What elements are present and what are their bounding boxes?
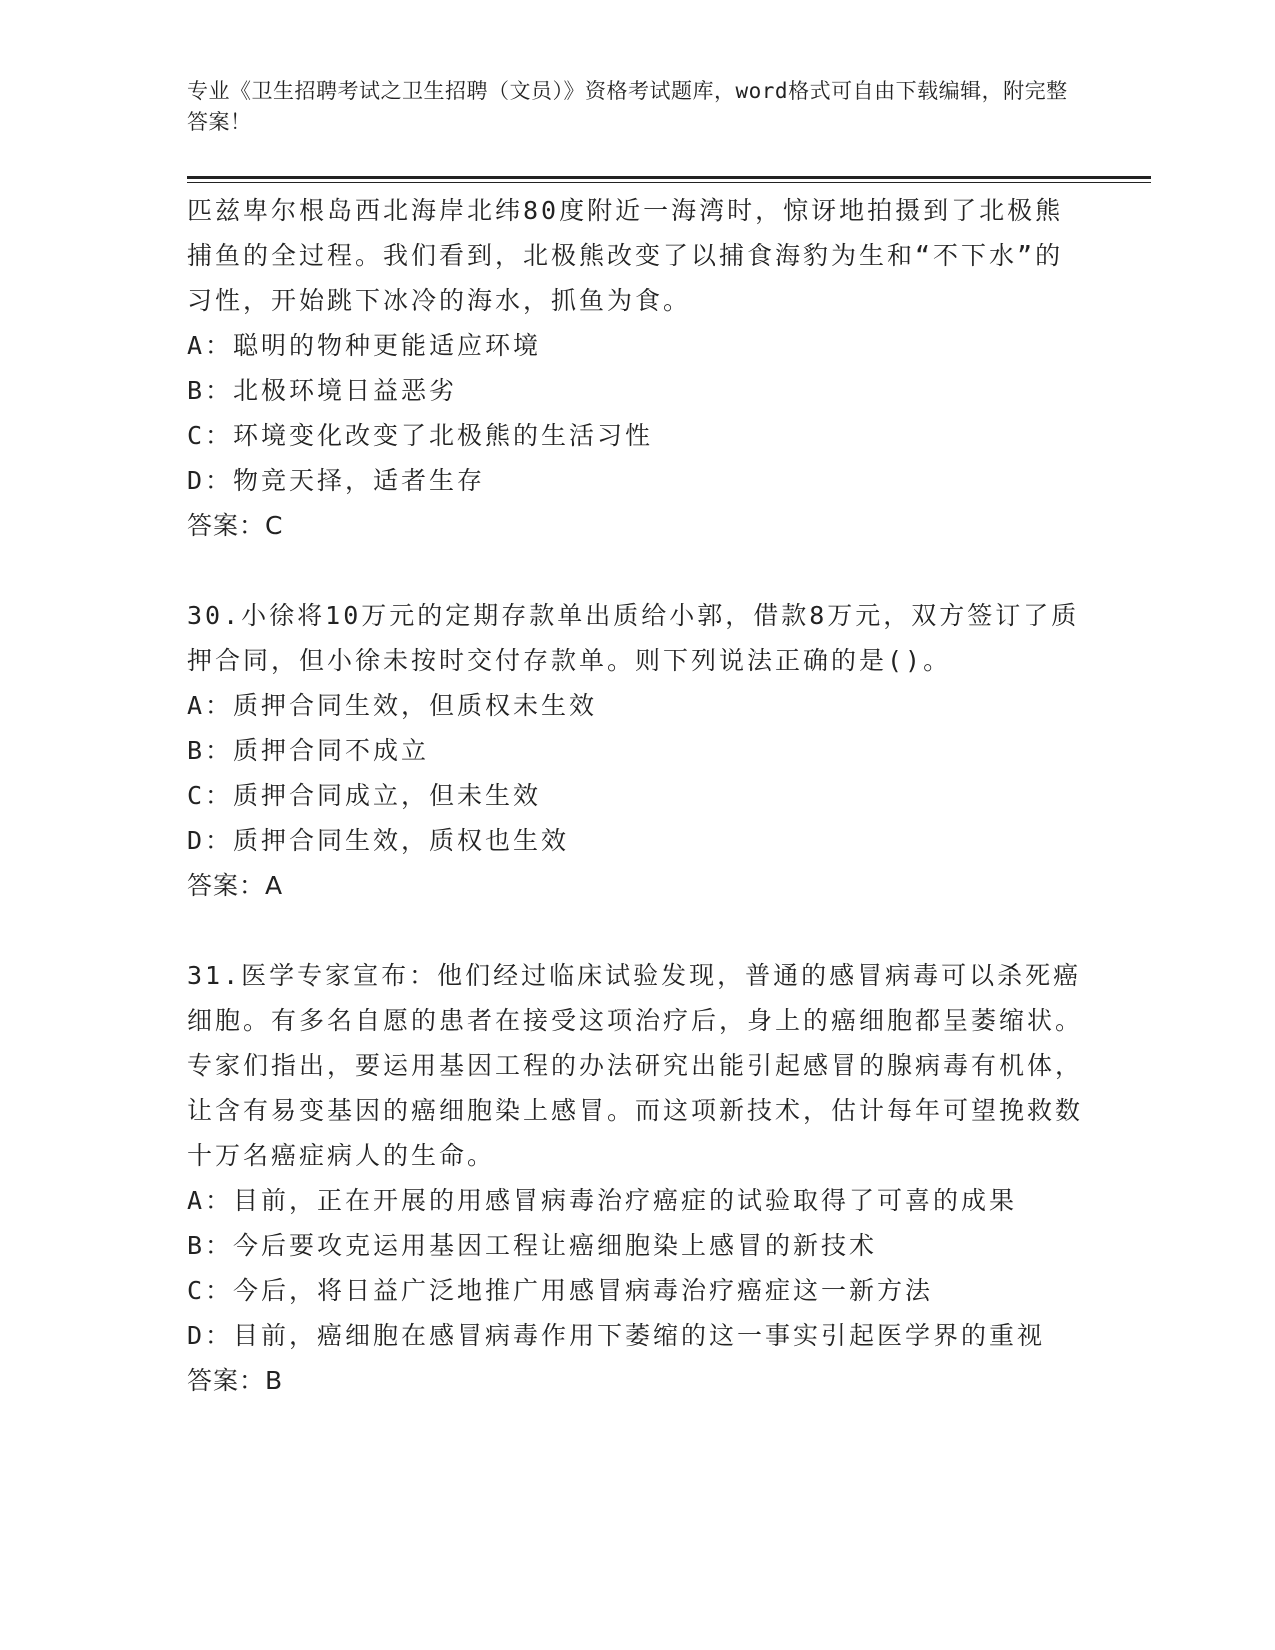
question-content (187, 188, 1087, 1403)
option-d: D：目前，癌细胞在感冒病毒作用下萎缩的这一事实引起医学界的重视 (187, 1321, 1046, 1350)
question-29 (187, 188, 1087, 548)
header-rule-thick (187, 176, 1151, 179)
option-c: C：今后，将日益广泛地推广用感冒病毒治疗癌症这一新方法 (187, 1276, 934, 1305)
option-d: D：质押合同生效，质权也生效 (187, 826, 570, 855)
option-d: D：物竞天择，适者生存 (187, 466, 486, 495)
answer: 答案：C (187, 511, 284, 540)
header-rule-thin (187, 182, 1151, 183)
question-30 (187, 593, 1087, 908)
question-stem: 30.小徐将10万元的定期存款单出质给小郭，借款8万元，双方签订了质押合同，但小徐未按时交付存款单。则下列说法正确的是()。 (187, 601, 1080, 675)
page-header: 专业《卫生招聘考试之卫生招聘（文员）》资格考试题库，word格式可自由下载编辑，附完整答案！ (187, 79, 1068, 134)
option-b: B：质押合同不成立 (187, 736, 430, 765)
question-31 (187, 953, 1087, 1403)
option-a: A：质押合同生效，但质权未生效 (187, 691, 598, 720)
option-c: C：环境变化改变了北极熊的生活习性 (187, 421, 654, 450)
answer: 答案：B (187, 1366, 284, 1395)
option-c: C：质押合同成立，但未生效 (187, 781, 542, 810)
option-a: A：聪明的物种更能适应环境 (187, 331, 542, 360)
answer: 答案：A (187, 871, 284, 900)
option-b: B：北极环境日益恶劣 (187, 376, 458, 405)
option-b: B：今后要攻克运用基因工程让癌细胞染上感冒的新技术 (187, 1231, 878, 1260)
question-stem: 31.医学专家宣布：他们经过临床试验发现，普通的感冒病毒可以杀死癌细胞。有多名自愿的患者在接受这项治疗后，身上的癌细胞都呈萎缩状。专家们指出，要运用基因工程的办法研究出能引起感冒的腺病毒有机体，让含有易变基因的癌细胞染上感冒。而这项新技术，估计每年可望挽救数十万名癌症病人的生命。 (187, 961, 1084, 1170)
option-a: A：目前，正在开展的用感冒病毒治疗癌症的试验取得了可喜的成果 (187, 1186, 1018, 1215)
question-stem: 匹兹卑尔根岛西北海岸北纬80度附近一海湾时，惊讶地拍摄到了北极熊捕鱼的全过程。我们看到，北极熊改变了以捕食海豹为生和“不下水”的习性，开始跳下冰冷的海水，抓鱼为食。 (187, 196, 1064, 315)
